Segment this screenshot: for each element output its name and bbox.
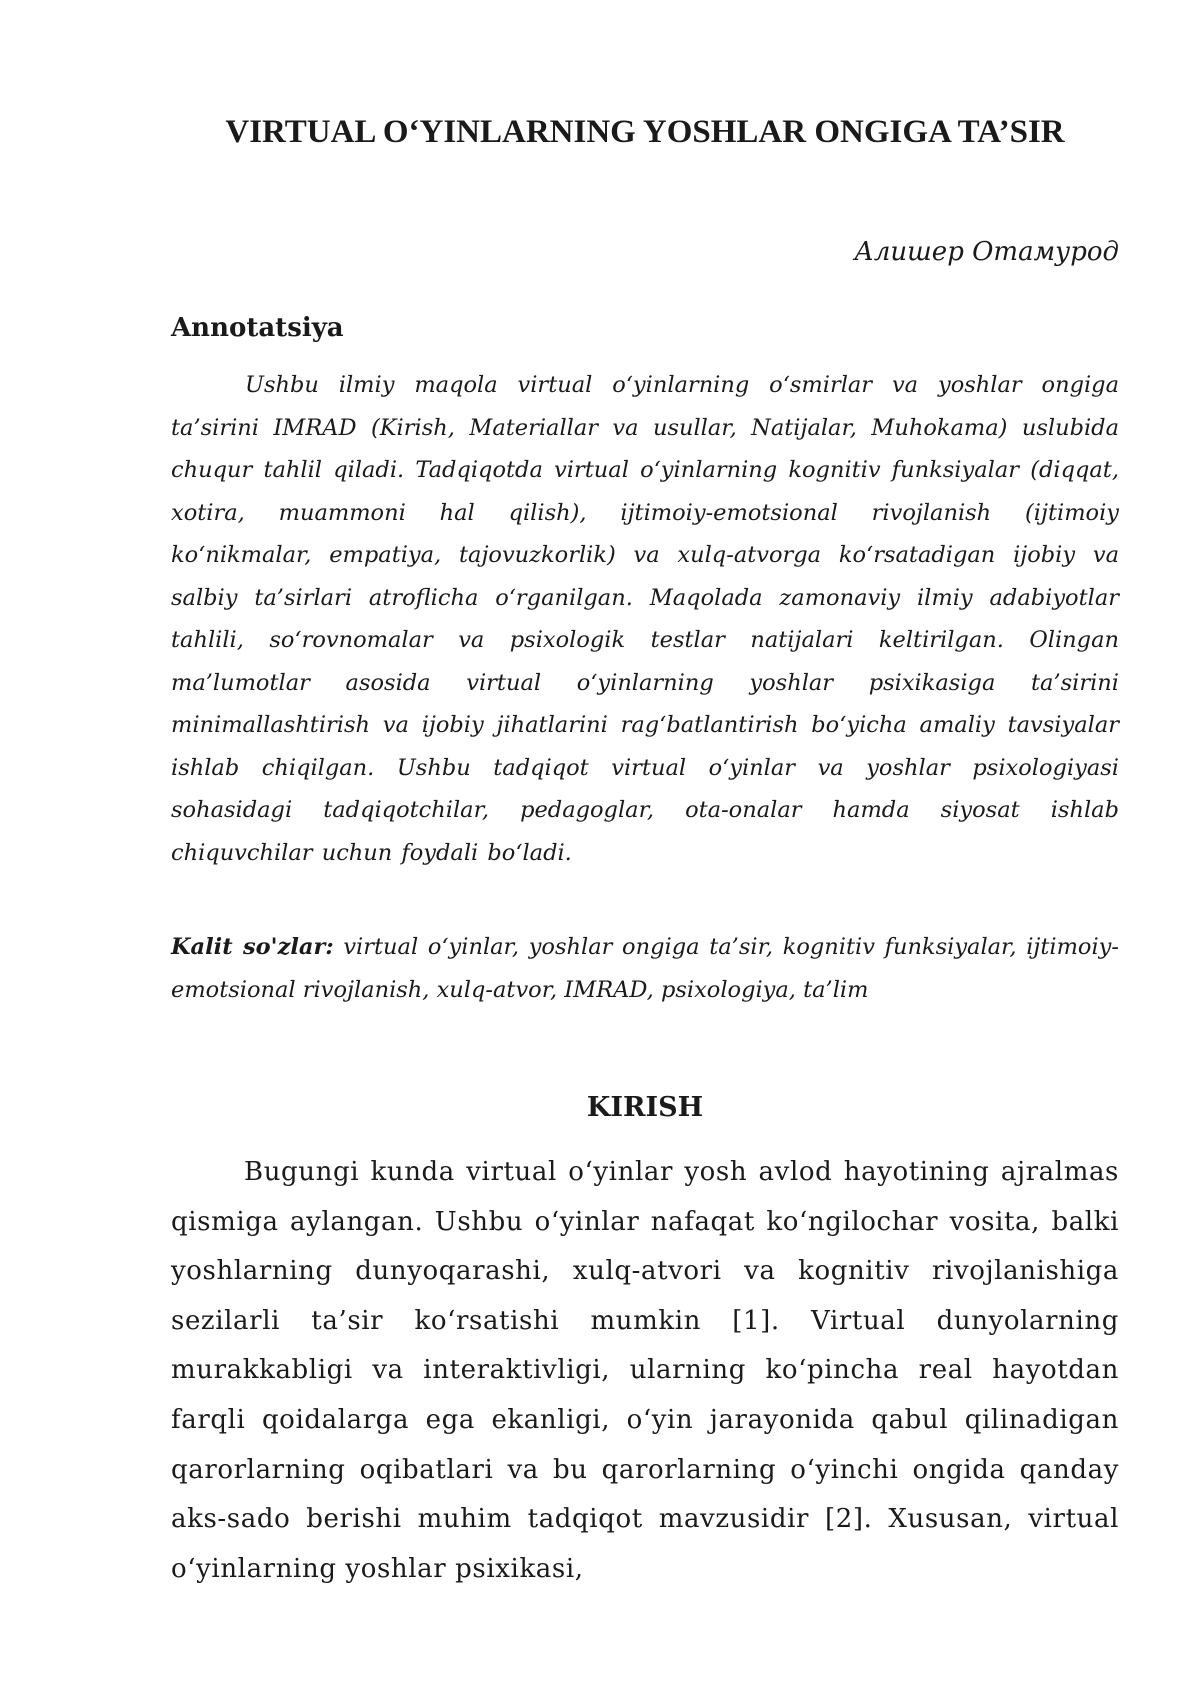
paper-title: VIRTUAL O‘YINLARNING YOSHLAR ONGIGA TA’SIR bbox=[225, 114, 1065, 150]
abstract-heading: Annotatsiya bbox=[171, 313, 344, 343]
keywords-paragraph bbox=[171, 926, 1119, 1011]
introduction-paragraph: Bugungi kunda virtual o‘yinlar yosh avlod hayotining ajralmas qismiga aylangan. Ushbu o‘yinlar nafaqat ko‘ngilochar vosita, balki yoshlarning dunyoqarashi, xulq-atvori va kognitiv rivojlanishiga sezilarli ta’sir ko‘rsatishi mumkin [1]. Virtual dunyolarning murakkabligi va interaktivligi, ularning ko‘pincha real hayotdan farqli qoidalarga ega ekanligi, o‘yin jarayonida qabul qilinadigan qarorlarning oqibatlari va bu qarorlarning o‘yinchi ongida qanday aks-sado berishi muhim tadqiqot mavzusidir [2]. Xususan, virtual o‘yinlarning yoshlar psixikasi, bbox=[171, 1157, 1119, 1584]
author-name: Алишер Отамурод bbox=[854, 237, 1119, 267]
keywords-label: Kalit so'zlar: bbox=[171, 934, 334, 960]
keywords-text: virtual o‘yinlar, yoshlar ongiga ta’sir, kognitiv funksiyalar, ijtimoiy-emotsional rivojlanish, xulq-atvor, IMRAD, psixologiya, ta’lim bbox=[171, 934, 1119, 1003]
abstract-text: Ushbu ilmiy maqola virtual o‘yinlarning o‘smirlar va yoshlar ongiga ta’sirini IMRAD (Kirish, Materiallar va usullar, Natijalar, Muhokama) uslubida chuqur tahlil qiladi. Tadqiqotda virtual o‘yinlarning kognitiv funksiyalar (diqqat, xotira, muammoni hal qilish), ijtimoiy-emotsional rivojlanish (ijtimoiy ko‘nikmalar, empatiya, tajovuzkorlik) va xulq-atvorga ko‘rsatadigan ijobiy va salbiy ta’sirlari atroflicha o‘rganilgan. Maqolada zamonaviy ilmiy adabiyotlar tahlili, so‘rovnomalar va psixologik testlar natijalari keltirilgan. Olingan ma’lumotlar asosida virtual o‘yinlarning yoshlar psixikasiga ta’sirini minimallashtirish va ijobiy jihatlarini rag‘batlantirish bo‘yicha amaliy tavsiyalar ishlab chiqilgan. Ushbu tadqiqot virtual o‘yinlar va yoshlar psixologiyasi sohasidagi tadqiqotchilar, pedagoglar, ota-onalar hamda siyosat ishlab chiquvchilar uchun foydali bo‘ladi. bbox=[171, 372, 1119, 866]
section-heading-introduction: KIRISH bbox=[586, 1092, 704, 1123]
